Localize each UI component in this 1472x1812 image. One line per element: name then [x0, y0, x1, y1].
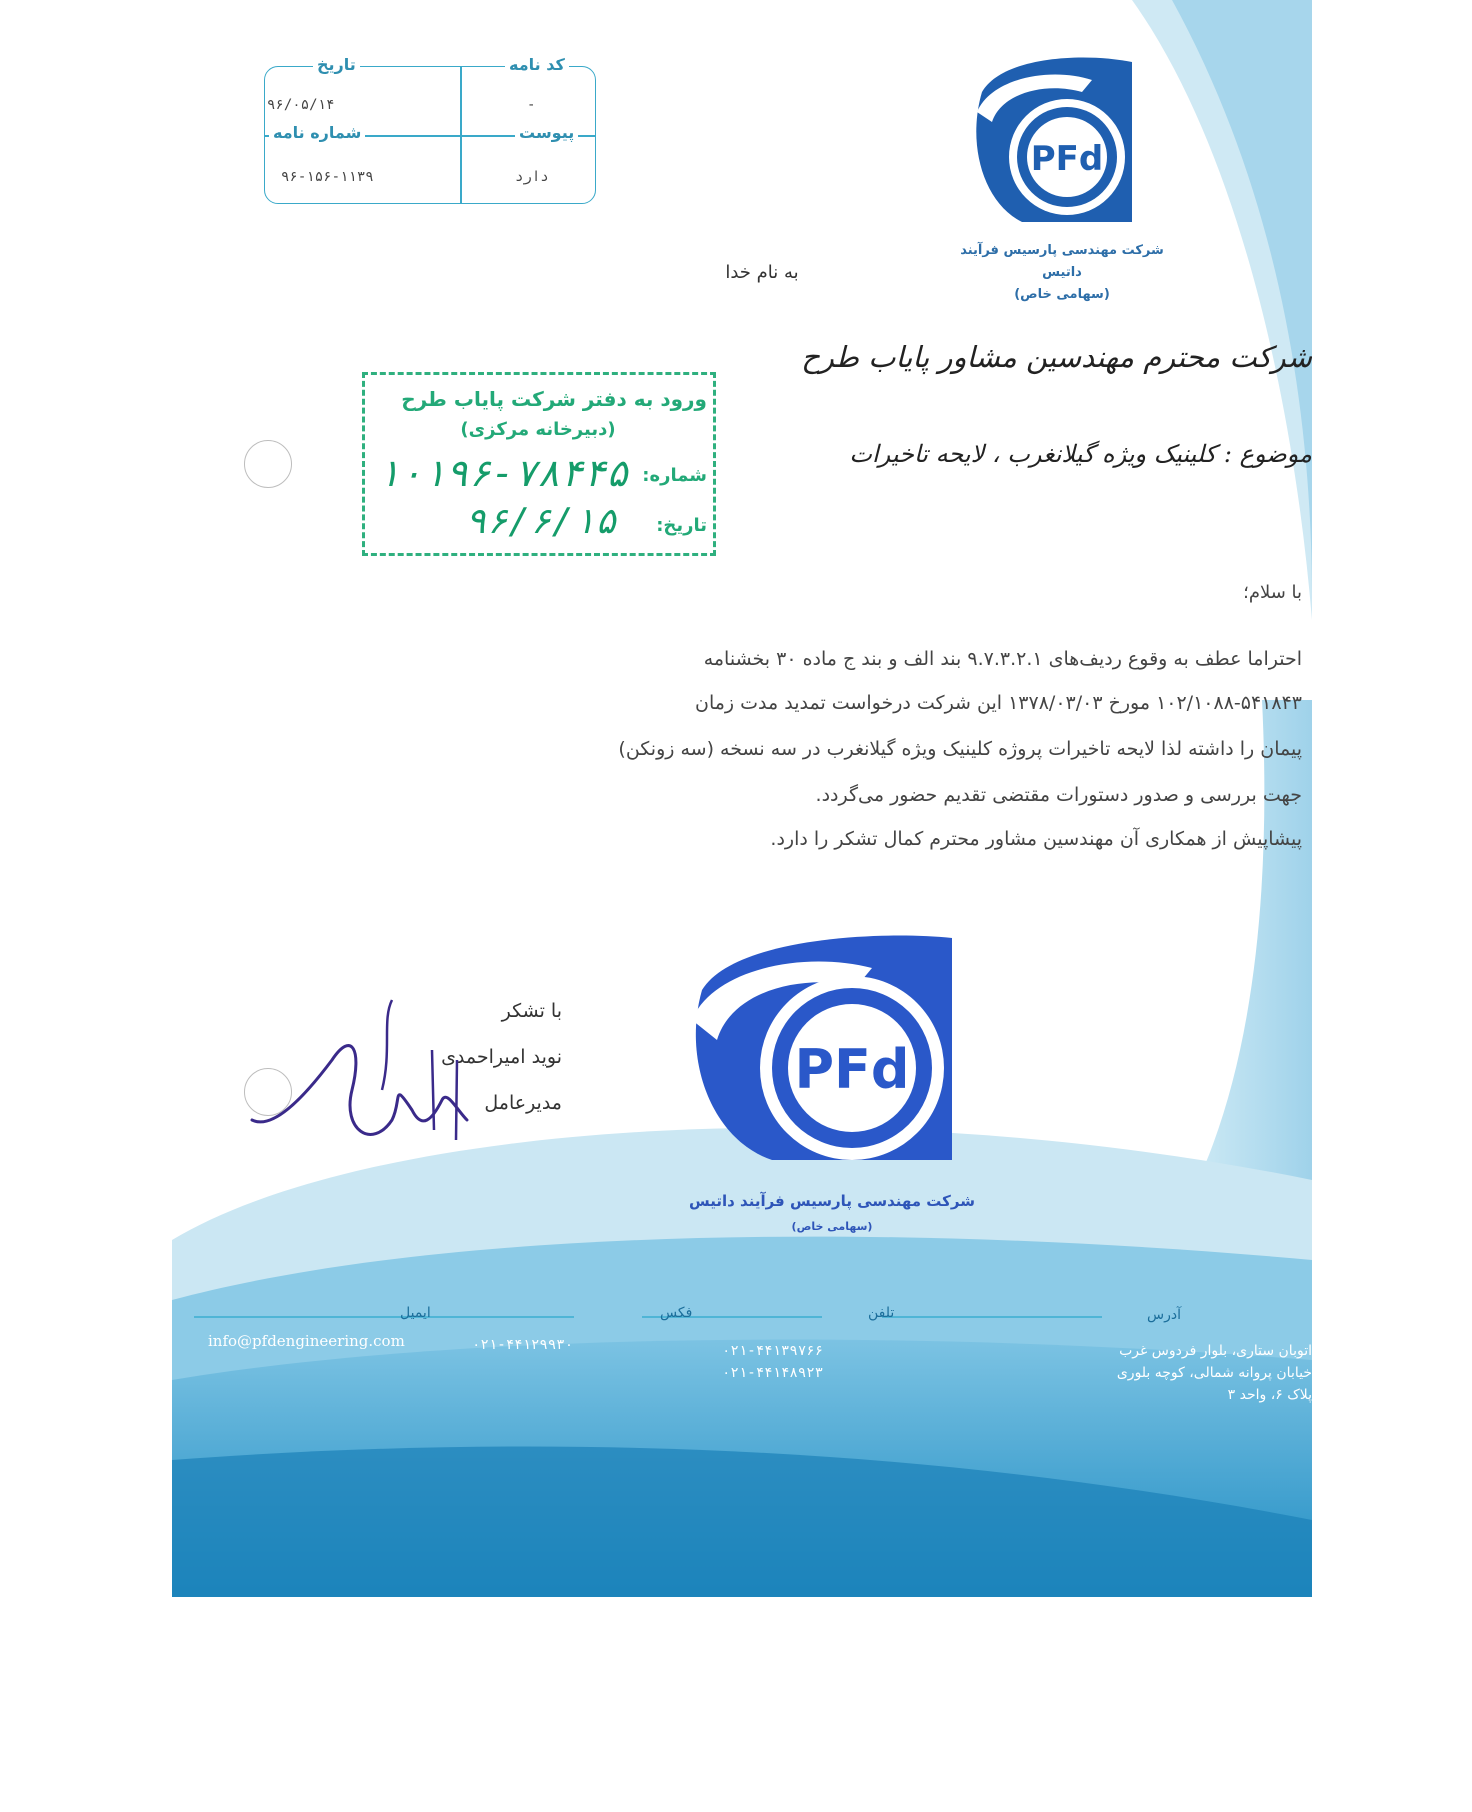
- stamp-title: ورود به دفتر شرکت پایاب طرح: [401, 387, 707, 411]
- body-line: جهت بررسی و صدور دستورات مقتضی تقدیم حضور می‌گردد.: [815, 784, 1302, 806]
- body-line: ۱۰۲/۱۰۸۸-۵۴۱۸۴۳ مورخ ۱۳۷۸/۰۳/۰۳ این شرکت درخواست تمدید مدت زمان: [695, 692, 1302, 714]
- receipt-stamp: [362, 372, 716, 556]
- company-logo: [962, 52, 1142, 232]
- recipient: شرکت محترم مهندسین مشاور پایاب طرح: [801, 340, 1312, 374]
- address-line: پلاک ۶، واحد ۳: [1227, 1387, 1312, 1403]
- address-line: اتوبان ستاری، بلوار فردوس غرب: [1119, 1343, 1312, 1359]
- email-label: ایمیل: [400, 1305, 431, 1321]
- closing: با تشکر: [501, 1000, 562, 1022]
- code-label: کد نامه: [505, 55, 569, 74]
- greeting: با سلام؛: [1243, 582, 1302, 603]
- letter-page: [172, 0, 1312, 1597]
- address-line: خیابان پروانه شمالی، کوچه بلوری: [1116, 1365, 1312, 1381]
- body-line: پیمان را داشته لذا لایحه تاخیرات پروژه کلینیک ویژه گیلانغرب در سه نسخه (سه زونکن): [618, 738, 1302, 760]
- company-name: شرکت مهندسی پارسیس فرآیند داتیس: [689, 1192, 975, 1210]
- company-name-top: [942, 240, 1182, 306]
- fax-value: ۰۲۱-۴۴۱۲۹۹۳۰: [472, 1337, 574, 1353]
- stamp-subtitle: (دبیرخانه مرکزی): [460, 419, 616, 440]
- punch-hole: [244, 440, 292, 488]
- address-label: آدرس: [1147, 1307, 1181, 1323]
- signer-title: مدیرعامل: [484, 1092, 562, 1114]
- stamp-number-label: شماره:: [642, 465, 707, 486]
- phone-label: تلفن: [868, 1305, 895, 1321]
- email-value[interactable]: info@pfdengineering.com: [208, 1332, 405, 1350]
- stamp-date-value: ۹۶/۶/۱۵: [465, 501, 617, 542]
- date-value: ۹۶/۰۵/۱۴: [267, 97, 335, 113]
- attachment-value: دارد: [515, 169, 549, 185]
- stamp-date-label: تاریخ:: [656, 515, 707, 536]
- number-value: ۹۶-۱۵۶-۱۱۳۹: [281, 169, 374, 185]
- fax-label: فکس: [660, 1305, 693, 1321]
- phone-value: ۰۲۱-۴۴۱۳۹۷۶۶: [722, 1343, 824, 1359]
- logo-mark: PFd: [1030, 139, 1104, 179]
- company-type: (سهامی خاص): [1014, 287, 1110, 302]
- company-seal: [672, 930, 972, 1200]
- subject: موضوع : کلینیک ویژه گیلانغرب ، لایحه تاخیرات: [849, 440, 1312, 468]
- seal-mark: PFd: [794, 1038, 910, 1101]
- body-line: پیشاپیش از همکاری آن مهندسین مشاور محترم کمال تشکر را دارد.: [770, 828, 1302, 850]
- stamp-number-value: ۱۰۱۹۶-۷۸۴۴۵: [377, 451, 629, 495]
- code-value: -: [527, 97, 536, 113]
- basmala: به نام خدا: [725, 262, 799, 283]
- phone-value: ۰۲۱-۴۴۱۴۸۹۲۳: [722, 1365, 824, 1381]
- company-type: (سهامی خاص): [791, 1220, 873, 1233]
- attachment-label: پیوست: [515, 123, 578, 142]
- signer-name: نوید امیراحمدی: [441, 1046, 562, 1068]
- number-label: شماره نامه: [269, 123, 365, 142]
- letter-info-box: [264, 55, 596, 204]
- body-line: احتراما عطف به وقوع ردیف‌های ۹.۷.۳.۲.۱ بند الف و بند ج ماده ۳۰ بخشنامه: [703, 648, 1302, 670]
- company-name: شرکت مهندسی پارسیس فرآیند داتیس: [960, 243, 1164, 280]
- handwritten-signature: [242, 990, 482, 1160]
- date-label: تاریخ: [313, 55, 360, 74]
- company-name-seal: [652, 1188, 1012, 1240]
